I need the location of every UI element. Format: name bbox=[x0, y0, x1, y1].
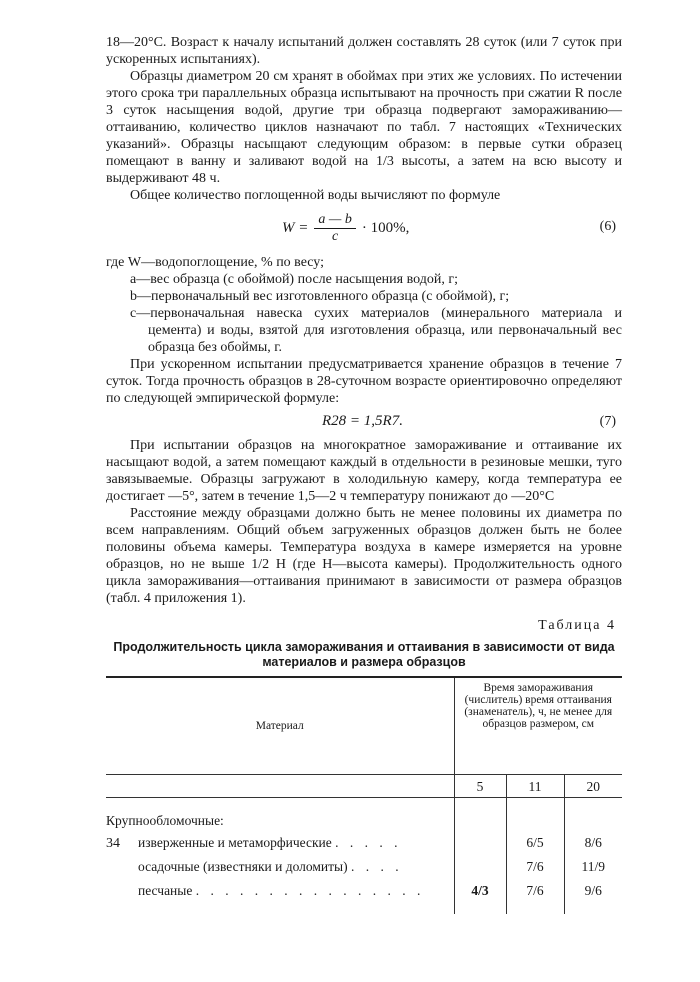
page-content bbox=[106, 34, 622, 914]
table-group-label: Крупнообломочные: bbox=[106, 798, 454, 831]
definition-a: a—вес образца (с обоймой) после насыщения водой, г; bbox=[130, 272, 458, 287]
definition-c: c—первоначальная навеска сухих материалов (минерального материала и цемента) и воды, взятой для изготовления образца, или первоначальный вес образца без обоймы, г. bbox=[130, 306, 622, 355]
definition-b: b—первоначальный вес изготовленного образца (с обоймой), г; bbox=[130, 289, 510, 304]
formula-6 bbox=[106, 208, 622, 248]
cell-20: 11/9 bbox=[581, 858, 605, 874]
column-time: Время замораживания (числитель) время оттаивания (знаменатель), ч, не менее для образцов размером, см bbox=[454, 677, 622, 775]
column-material: Материал bbox=[106, 677, 454, 775]
row-name: изверженные и метаморфические bbox=[138, 834, 332, 850]
row-dots: . . . . bbox=[351, 858, 403, 874]
table-row bbox=[106, 854, 622, 878]
formula-6-tail: · 100%, bbox=[361, 220, 410, 236]
formula-7-text: R28 = 1,5R7. bbox=[322, 413, 403, 429]
row-dots: . . . . . bbox=[335, 834, 402, 850]
cell-11: 6/5 bbox=[506, 830, 564, 854]
cell-5: 4/3 bbox=[471, 882, 489, 898]
definition-w: где W—водопоглощение, % по весу; bbox=[106, 255, 325, 270]
formula-6-number: (6) bbox=[599, 219, 616, 234]
cell-5 bbox=[454, 830, 506, 854]
formula-6-fraction bbox=[314, 212, 355, 245]
paragraph-3: Общее количество поглощенной воды вычисляют по формуле bbox=[130, 188, 501, 203]
formula-7-number: (7) bbox=[599, 414, 616, 429]
table-title: Продолжительность цикла замораживания и оттаивания в зависимости от вида материалов и размера образцов bbox=[113, 640, 615, 669]
cell-11: 7/6 bbox=[506, 878, 564, 902]
freeze-thaw-table bbox=[106, 676, 622, 914]
formula-6-numerator: a — b bbox=[314, 212, 355, 229]
paragraph-6: Расстояние между образцами должно быть не менее половины их диаметра по всем направлениям. Общий объем загруженных образцов должен быть не более половины объема камеры. Температура воздуха в камере измеряется на уровне образцов, но не выше 1/2 H (где H—высота камеры). Продолжительность одного цикла замораживания—оттаивания принимают в зависимости от размера образцов (табл. 4 приложения 1). bbox=[106, 506, 622, 606]
table-row bbox=[106, 878, 622, 902]
formula-6-denominator: c bbox=[331, 229, 339, 244]
row-name: осадочные (известняки и доломиты) bbox=[138, 858, 348, 874]
paragraph-5: При испытании образцов на многократное замораживание и оттаивание их насыщают водой, а затем помещают каждый в отдельности в резиновые мешки, туго завязываемые. Образцы загружают в холодильную камеру, когда температура ее достигает —5°, затем в течение 1,5—2 ч температуру понижают до —20°С bbox=[106, 438, 622, 504]
cell-20: 8/6 bbox=[584, 834, 602, 850]
formula-6-lhs: W = bbox=[282, 220, 309, 236]
size-5: 5 bbox=[454, 775, 506, 798]
size-11: 11 bbox=[506, 775, 564, 798]
row-dots: . . . . . . . . . . . . . . . . bbox=[195, 882, 425, 898]
cell-11: 7/6 bbox=[506, 854, 564, 878]
table-row bbox=[106, 830, 622, 854]
page-number: 34 bbox=[106, 836, 120, 851]
row-name: песчаные bbox=[138, 882, 193, 898]
table-label: Таблица 4 bbox=[538, 618, 616, 633]
paragraph-2: Образцы диаметром 20 см хранят в обоймах при этих же условиях. По истечении этого срока три параллельных образца испытывают на прочность при сжатии R после 3 суток насыщения водой, другие три образца подвергают замораживанию—оттаиванию, количество циклов назначают по табл. 7 настоящих «Технических указаний». Образцы насыщают следующим образом: в первые сутки образец помещают в ванну и заливают водой на 1/3 высоты, а затем на всю высоту и выдерживают 48 ч. bbox=[106, 69, 622, 186]
paragraph-1: 18—20°C. Возраст к началу испытаний должен составлять 28 суток (или 7 суток при ускоренных испытаниях). bbox=[106, 35, 622, 67]
formula-7 bbox=[106, 411, 622, 433]
paragraph-4: При ускоренном испытании предусматривается хранение образцов в течение 7 суток. Тогда прочность образцов в 28-суточном возрасте ориентировочно определяют по следующей эмпирической формуле: bbox=[106, 357, 622, 406]
definitions-list bbox=[106, 254, 622, 356]
size-20: 20 bbox=[564, 775, 622, 798]
cell-20: 9/6 bbox=[584, 882, 602, 898]
cell-5 bbox=[454, 854, 506, 878]
